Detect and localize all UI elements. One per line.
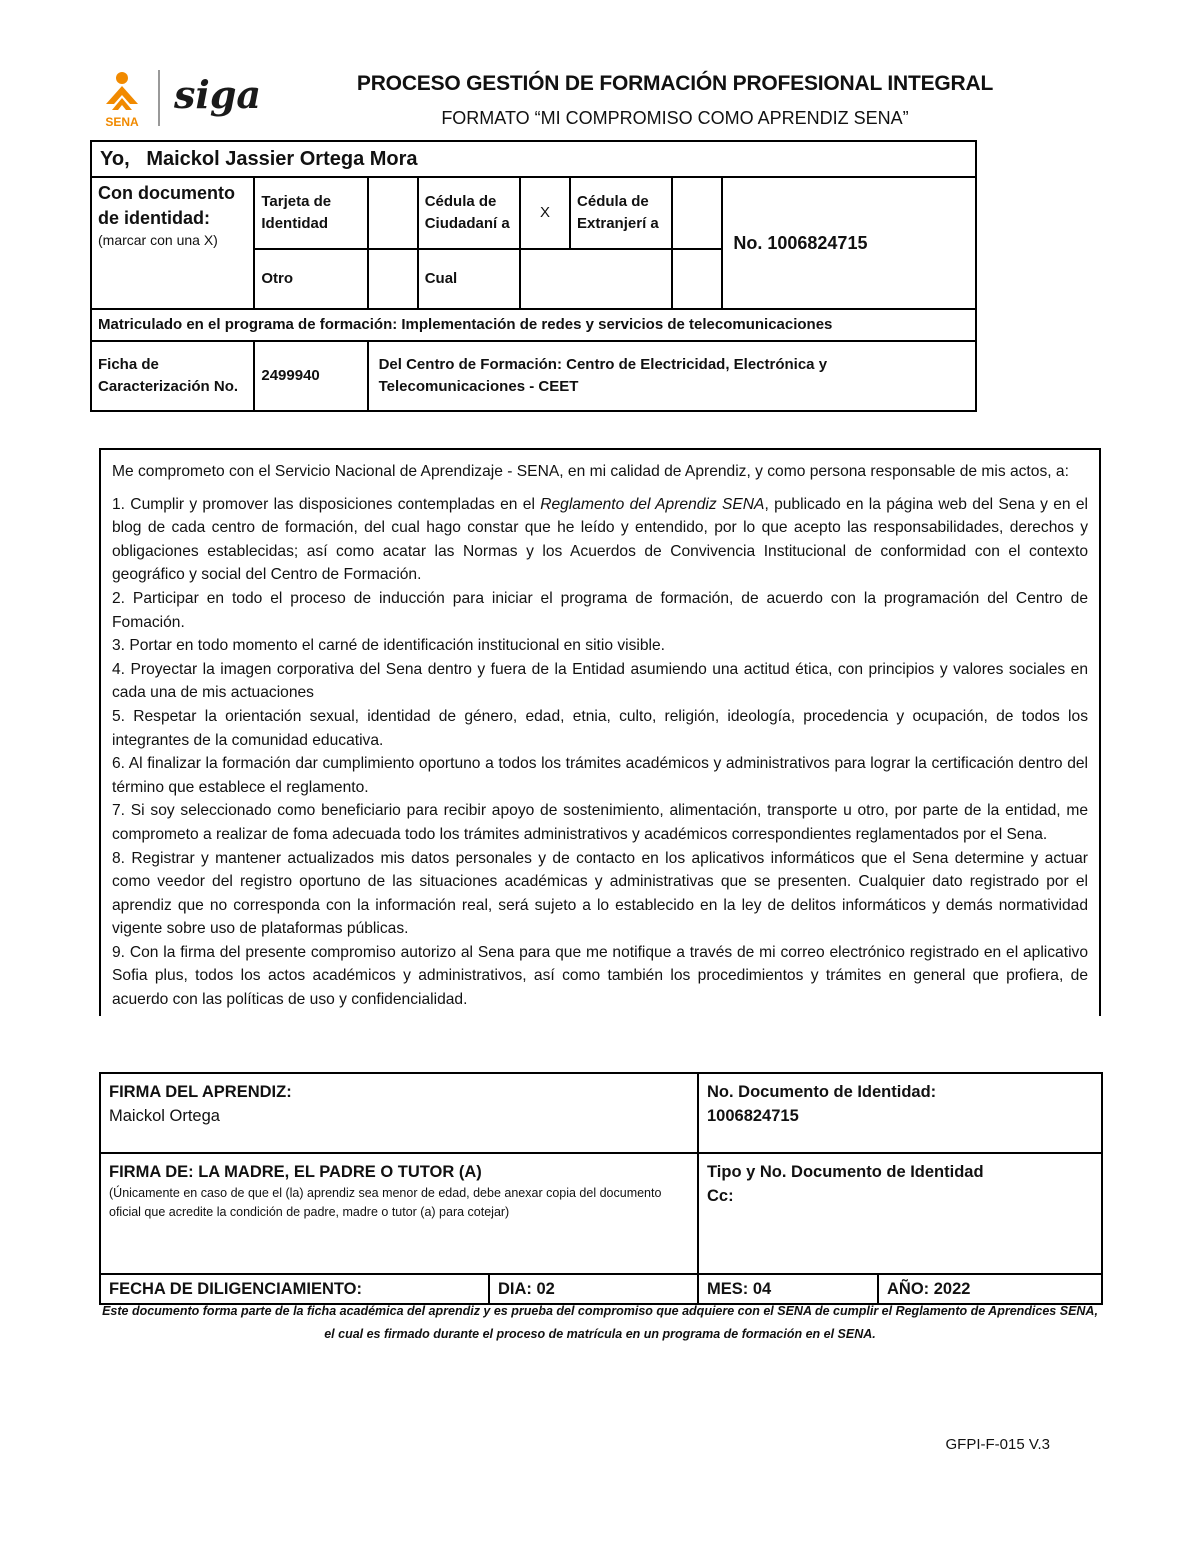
commitment-box	[99, 448, 1101, 1016]
commitment-item: 4. Proyectar la imagen corporativa del Sena dentro y fuera de la Entidad asumiendo una actitud ética, con principios y valores sociales en cada una de mis actuaciones	[112, 660, 1088, 702]
page-subtitle: FORMATO “MI COMPROMISO COMO APRENDIZ SENA”	[441, 108, 909, 128]
item1-text-b: , publicado en la página web del Sena y en el blog de cada centro de formación, del cual hago constar que he leído y entendido, por lo que acepto las responsabilidades, derechos y obligaciones establecidas; así como acatar las Normas y los Acuerdos de Convivencia Institucional de conformidad con el contexto geográfico y social del Centro de Formación.	[112, 495, 1088, 584]
fecha-anio: AÑO: 2022	[878, 1274, 1102, 1304]
logo-divider	[158, 70, 160, 126]
fecha-label: FECHA DE DILIGENCIAMIENTO:	[100, 1274, 489, 1304]
commitment-item: 2. Participar en todo el proceso de inducción para iniciar el programa de formación, de acuerdo con la programación del Centro de Fomación.	[112, 589, 1088, 631]
aprendiz-name: Maickol Jassier Ortega Mora	[146, 148, 418, 170]
item1-text-a: 1. Cumplir y promover las disposiciones contempladas en el	[112, 495, 541, 513]
firma-tutor-cell	[100, 1153, 698, 1274]
commitment-item: 9. Con la firma del presente compromiso autorizo al Sena para que me notifique a través de mi correo electrónico registrado en el aplicativo Sofia plus, todos los actos académicos y administrativos, así como también los procedimientos y trámites en general que profiera, de acuerdo con las políticas de uso y confidencialidad.	[112, 943, 1088, 1009]
fecha-dia: DIA: 02	[489, 1274, 698, 1304]
document-code: GFPI-F-015 V.3	[945, 1436, 1050, 1453]
ficha-label: Ficha de Caracterización No.	[91, 341, 254, 411]
ficha-value: 2499940	[254, 341, 367, 411]
program-row: Matriculado en el programa de formación: Implementación de redes y servicios de telecomunicaciones	[91, 309, 976, 341]
doc-identidad-cell	[698, 1073, 1102, 1153]
tarjeta-mark	[368, 177, 418, 249]
fecha-mes: MES: 04	[698, 1274, 878, 1304]
cual-label: Cual	[418, 249, 520, 309]
cedula-mark: X	[520, 177, 570, 249]
siga-logo-text: siga	[174, 72, 262, 117]
firma-label: FIRMA DEL APRENDIZ:	[109, 1083, 292, 1101]
firma-aprendiz-cell	[100, 1073, 698, 1153]
cual-value	[520, 249, 672, 309]
commitment-intro: Me comprometo con el Servicio Nacional de Aprendizaje - SENA, en mi calidad de Aprendiz, y como persona responsable de mis actos, a:	[112, 463, 1069, 480]
tutor-note: (Únicamente en caso de que el (la) aprendiz sea menor de edad, debe anexar copia del documento oficial que acredite la condición de padre, madre o tutor (a) para cotejar)	[109, 1186, 662, 1219]
commitment-item-1	[112, 493, 1088, 587]
otro-mark	[368, 249, 418, 309]
siga-logo	[168, 66, 268, 130]
extranjeria-label: Cédula de Extranjerí a	[570, 177, 672, 249]
signature-table	[99, 1072, 1103, 1305]
tutor-label: FIRMA DE: LA MADRE, EL PADRE O TUTOR (A)	[109, 1163, 482, 1181]
page-title: PROCESO GESTIÓN DE FORMACIÓN PROFESIONAL INTEGRAL	[356, 72, 994, 95]
commitment-item: 7. Si soy seleccionado como beneficiario para recibir apoyo de sostenimiento, alimentación, transporte u otro, por parte de la entidad, me comprometo a realizar de foma adecuada todo los trámites administrativos y académicos correspondientes reglamentados por el Sena.	[112, 802, 1088, 843]
tipo-doc-cell	[698, 1153, 1102, 1274]
commitment-item: 3. Portar en todo momento el carné de identificación institucional en sitio visible.	[112, 637, 666, 655]
commitment-item: 8. Registrar y mantener actualizados mis datos personales y de contacto en los aplicativos informáticos que el Sena determine y actuar como veedor del registro oportuno de las situaciones académicas y administrativas que se presenten. Cualquier dato registrado por el aprendiz que no corresponda con la información real, será sujeto a lo establecido en la ley de delitos informáticos y demás normatividad vigente sobre uso de plataformas públicas.	[112, 849, 1088, 938]
reglamento-emphasis: Reglamento del Aprendiz SENA	[540, 495, 765, 513]
document-type-cell	[91, 177, 254, 309]
document-number: No. 1006824715	[722, 177, 976, 309]
commitment-item: 5. Respetar la orientación sexual, identidad de género, edad, etnia, culto, religión, ideología, procedencia y ocupación, de todos los integrantes de la comunidad educativa.	[112, 707, 1088, 749]
empty-cell	[672, 249, 722, 309]
identity-table	[90, 140, 977, 412]
sena-logo-text: SENA	[105, 115, 139, 129]
doc-identidad-value: 1006824715	[707, 1107, 799, 1125]
firma-value: Maickol Ortega	[109, 1107, 220, 1125]
commitment-item: 6. Al finalizar la formación dar cumplimiento oportuno a todos los trámites académicos y administrativos para lograr la certificación dentro del término que establece el reglamento.	[112, 755, 1088, 796]
tarjeta-label: Tarjeta de Identidad	[254, 177, 367, 249]
centro-formacion: Del Centro de Formación: Centro de Electricidad, Electrónica y Telecomunicaciones - CEET	[368, 341, 976, 411]
otro-label: Otro	[254, 249, 367, 309]
extranjeria-mark	[672, 177, 722, 249]
cedula-label: Cédula de Ciudadaní a	[418, 177, 520, 249]
sena-logo	[92, 70, 152, 130]
tipo-doc-label: Tipo y No. Documento de Identidad	[707, 1163, 984, 1181]
tipo-doc-value: Cc:	[707, 1187, 734, 1205]
footer-note: Este documento forma parte de la ficha académica del aprendiz y es prueba del compromiso que adquiere con el SENA de cumplir el Reglamento de Aprendices SENA, el cual es firmado durante el proceso de matrícula en un programa de formación en el SENA.	[102, 1304, 1098, 1341]
doc-identidad-label: No. Documento de Identidad:	[707, 1083, 937, 1101]
doc-label: Con documento de identidad:	[98, 183, 235, 228]
yo-label: Yo,	[100, 148, 130, 170]
doc-hint: (marcar con una X)	[98, 232, 218, 248]
name-cell	[91, 141, 976, 177]
